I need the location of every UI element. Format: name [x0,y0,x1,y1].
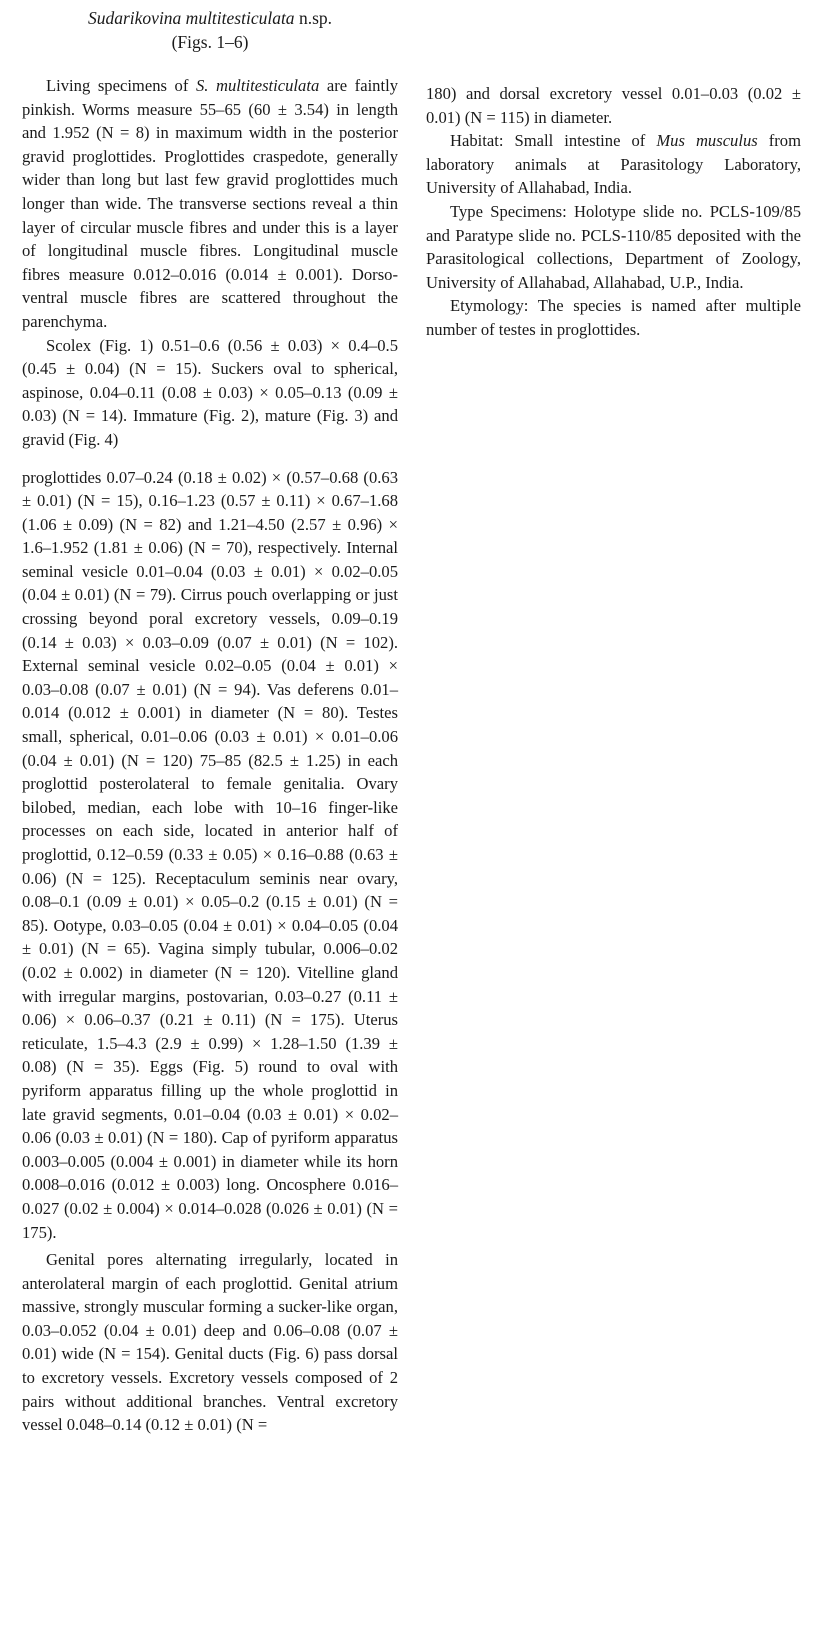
continuation-paragraph: 180) and dorsal excretory vessel 0.01–0.03 (0.02 ± 0.01) (N = 115) in diameter. [426,84,801,127]
paragraph-text: Living specimens of [46,76,196,95]
description-paragraph [22,74,398,334]
species-name: Sudarikovina multitesticulata [87,8,295,28]
left-column [22,74,398,1437]
species-abbrev: S. multitesticulata [195,76,320,95]
genital-paragraph: Genital pores alternating irregularly, located in anterolateral margin of each proglottid. Genital atrium massive, strongly muscular forming a sucker-like organ, 0.03–0.052 (0.04 ± 0.01) deep and 0.06–0.08 (0.07 ± 0.01) wide (N = 154). Genital ducts (Fig. 6) pass dorsal to excretory vessels. Excretory vessels composed of 2 pairs without additional branches. Ventral excretory vessel 0.048–0.14 (0.12 ± 0.01) (N = [22,1250,398,1435]
proglottides-paragraph: proglottides 0.07–0.24 (0.18 ± 0.02) × (0.57–0.68 (0.63 ± 0.01) (N = 15), 0.16–1.23 (0.57 ± 0.11) × 0.67–1.68 (1.06 ± 0.09) (N = 82) and 1.21–4.50 (2.57 ± 0.96) × 1.6–1.952 (1.81 ± 0.06) (N = 70), respectively. Internal seminal vesicle 0.01–0.04 (0.03 ± 0.01) × 0.02–0.05 (0.04 ± 0.01) (N = 79). Cirrus pouch overlapping or just crossing beyond poral excretory vessels, 0.09–0.19 (0.14 ± 0.03) × 0.03–0.09 (0.07 ± 0.01) (N = 102). External seminal vesicle 0.02–0.05 (0.04 ± 0.01) × 0.03–0.08 (0.07 ± 0.01) (N = 94). Vas deferens 0.01–0.014 (0.012 ± 0.001) in diameter (N = 80). Testes small, spherical, 0.01–0.06 (0.03 ± 0.01) × 0.01–0.06 (0.04 ± 0.01) (N = 120) 75–85 (82.5 ± 1.25) in each proglottid posterolateral to female genitalia. Ovary bilobed, median, each lobe with 10–16 finger-like processes on each side, located in anterior half of proglottid, 0.12–0.59 (0.33 ± 0.05) × 0.16–0.88 (0.63 ± 0.06) (N = 125). Receptaculum seminis near ovary, 0.08–0.1 (0.09 ± 0.01) × 0.05–0.2 (0.15 ± 0.01) (N = 85). Ootype, 0.03–0.05 (0.04 ± 0.01) × 0.04–0.05 (0.04 ± 0.01) (N = 65). Vagina simply tubular, 0.006–0.02 (0.02 ± 0.002) in diameter (N = 120). Vitelline gland with irregular margins, postovarian, 0.03–0.27 (0.11 ± 0.06) × 0.06–0.37 (0.21 ± 0.11) (N = 175). Uterus reticulate, 1.5–4.3 (2.9 ± 0.99) × 1.28–1.50 (1.39 ± 0.08) (N = 35). Eggs (Fig. 5) round to oval with pyriform apparatus filling up the whole proglottid in late gravid segments, 0.01–0.04 (0.03 ± 0.01) × 0.02–0.06 (0.03 ± 0.01) (N = 180). Cap of pyriform apparatus 0.003–0.005 (0.004 ± 0.001) in diameter while its horn 0.008–0.016 (0.012 ± 0.003) long. Oncosphere 0.016–0.027 (0.02 ± 0.004) × 0.014–0.028 (0.026 ± 0.01) (N = 175). [22,467,398,1242]
species-suffix: n.sp. [294,8,332,28]
host-name: Mus musculus [656,131,758,151]
paragraph-text: from laboratory animals at Parasitology Laboratory, University of Allahabad, India. [426,131,802,198]
scolex-paragraph: Scolex (Fig. 1) 0.51–0.6 (0.56 ± 0.03) × 0.4–0.5 (0.45 ± 0.04) (N = 15). Suckers oval to spherical, aspinose, 0.04–0.11 (0.08 ± 0.03) × 0.05–0.13 (0.09 ± 0.03) (N = 14). Immature (Fig. 2), mature (Fig. 3) and gravid (Fig. 4) [22,335,398,449]
type-specimens-paragraph: Type Specimens: Holotype slide no. PCLS-109/85 and Paratype slide no. PCLS-110/85 deposited with the Parasitological collections, Department of Zoology, University of Allahabad, Allahabad, U.P., India. [426,201,801,292]
right-column [426,82,801,342]
paragraph-text: Habitat: Small intestine of [450,131,657,151]
paragraph-text: are faintly pinkish. Worms measure 55–65 (60 ± 3.54) in length and 1.952 (N = 8) in maximum width in the posterior gravid proglottides. Proglottides craspedote, generally wider than long but last few gravid proglottides much longer than wide. The transverse sections reveal a thin layer of circular muscle fibres and under this is a layer of longitudinal muscle fibres. Longitudinal muscle fibres measure 0.012–0.016 (0.014 ± 0.001). Dorso-ventral muscle fibres are scattered throughout the parenchyma. [22,76,398,331]
habitat-paragraph [426,129,801,200]
species-heading [22,6,398,54]
species-title [22,6,398,30]
etymology-paragraph: Etymology: The species is named after multiple number of testes in proglottides. [426,296,801,339]
figure-reference: (Figs. 1–6) [171,32,249,52]
